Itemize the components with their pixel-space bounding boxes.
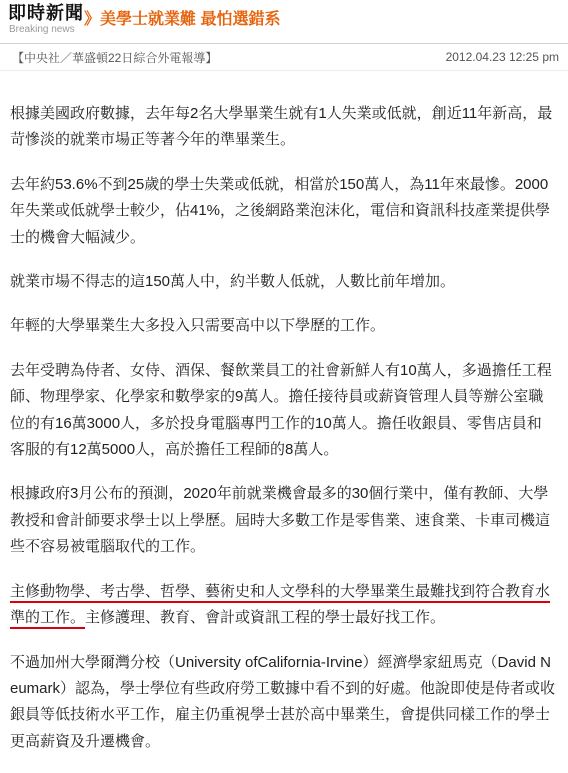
article-timestamp: 2012.04.23 12:25 pm (445, 50, 559, 64)
article-headline: 美學士就業難 最怕選錯系 (100, 11, 281, 28)
article-paragraph: 去年約53.6%不到25歲的學士失業或低就，相當於150萬人，為11年來最慘。2000年失業或低就學士較少，佔41%，之後網路業泡沫化，電信和資訊科技產業提供學士的機會大幅減少。 (10, 175, 551, 246)
article-paragraph: 去年受聘為侍者、女侍、酒保、餐飲業員工的社會新鮮人有10萬人，多過擔任工程師、物理學家、化學家和數學家的9萬人。擔任接待員或薪資管理人員等辦公室職位的有16萬3000人，多於投身電腦專門工作的10萬人。擔任收銀員、零售店員和客服的有12萬5000人，高於擔任工程師的8萬人。 (10, 361, 552, 459)
article-paragraph: 根據政府3月公布的預測，2020年前就業機會最多的30個行業中，僅有教師、大學教授和會計師要求學士以上學歷。屆時大多數工作是零售業、速食業、卡車司機這些不容易被電腦取代的工作。 (10, 485, 551, 556)
article-paragraph-highlighted (10, 579, 556, 632)
article-paragraph: 年輕的大學畢業生大多投入只需要高中以下學歷的工作。 (10, 317, 386, 335)
section-title: 即時新聞 (8, 3, 84, 23)
article-body (10, 101, 556, 773)
article-meta-bar (0, 43, 568, 71)
red-underlined-sentence: 主修動物學、考古學、哲學、藝術史和人文學科的大學畢業生最難找到符合教育水準的工作。 (10, 582, 551, 627)
article-paragraph: 不過加州大學爾灣分校（University ofCalifornia-Irvine）經濟學家紐馬克（David Neumark）認為，學士學位有些政府勞工數據中看不到的好處。他說即使是侍者或收銀員等低技術水平工作，雇主仍重視學士甚於高中畢業生，會提供同樣工作的學士更高薪資及升遷機會。 (10, 653, 556, 750)
section-subtitle: Breaking news (9, 24, 75, 35)
article-header (0, 0, 568, 43)
paragraph-text: 主修護理、教育、會計或資訊工程的學士最好找工作。 (85, 609, 446, 627)
article-paragraph: 根據美國政府數據，去年每2名大學畢業生就有1人失業或低就，創近11年新高，最苛慘淡的就業市場正等著今年的準畢業生。 (10, 105, 553, 149)
breadcrumb-separator: 》 (84, 11, 101, 28)
article-paragraph: 就業市場不得志的這150萬人中，約半數人低就，人數比前年增加。 (10, 273, 456, 291)
article-source: 【中央社／華盛頓22日綜合外電報導】 (12, 50, 218, 65)
